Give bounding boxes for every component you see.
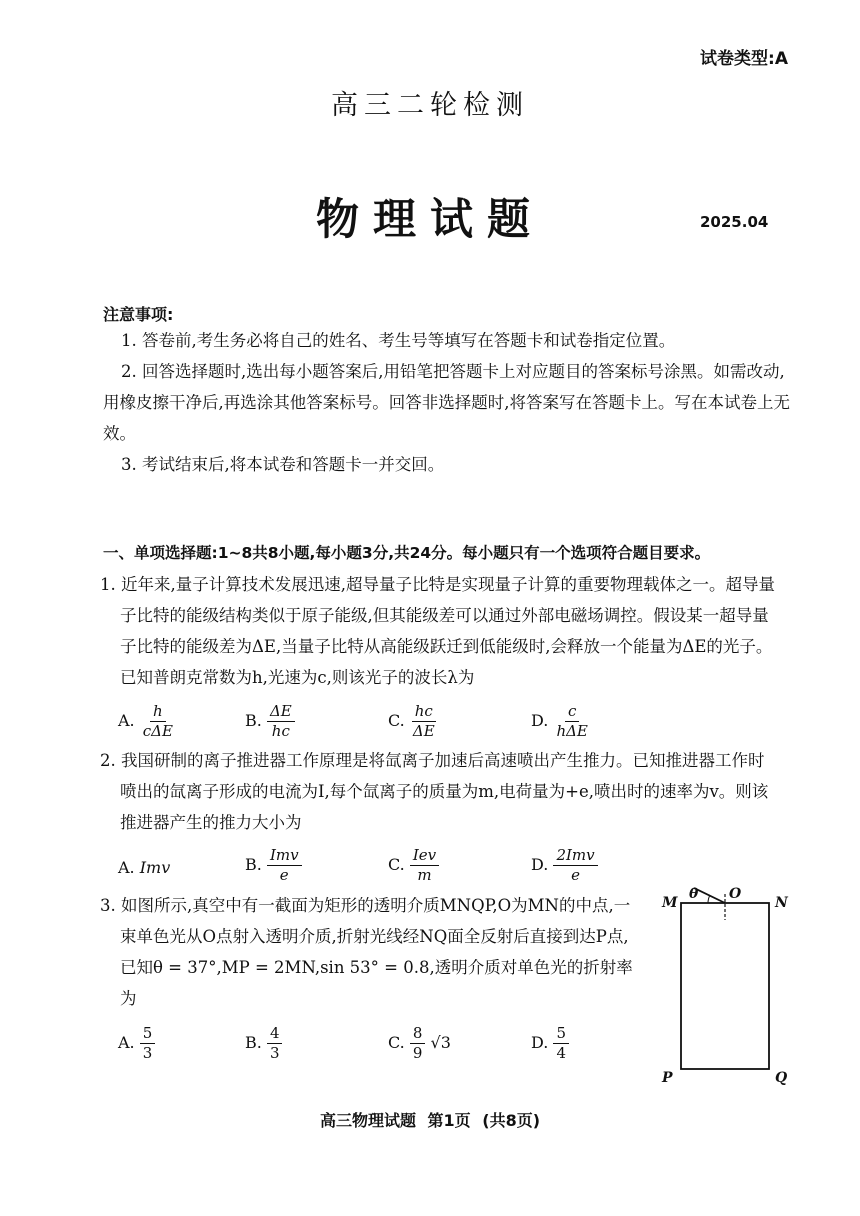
question-stem: 1. 近年来,量子计算技术发展迅速,超导量子比特是实现量子计算的重要物理载体之一。超导量子比特的能级结构类似于原子能级,但其能级差可以通过外部电磁场调控。假设某一超导量子比特的能级差为ΔE,当量子比特从高能级跃迁到低能级时,会释放一个能量为ΔE的光子。已知普朗克常数为h,光速为c,则该光子的波长λ为 <box>100 575 775 687</box>
option-d: D. $\frac{c}{\text{hΔE}}$ <box>531 702 591 741</box>
label-m: M <box>662 895 678 911</box>
question-1 <box>100 569 780 693</box>
label-p: P <box>662 1070 673 1086</box>
label-q: Q <box>775 1070 788 1086</box>
note-item: 2. 回答选择题时,选出每小题答案后,用铅笔把答题卡上对应题目的答案标号涂黑。如需改动,用橡皮擦干净后,再选涂其他答案标号。回答非选择题时,将答案写在答题卡上。写在本试卷上无效。 <box>103 362 790 443</box>
angle-arc <box>708 895 710 903</box>
exam-title: 物理试题 <box>316 195 544 245</box>
fraction: $\frac{hc}{\Delta E}$ <box>412 702 435 740</box>
exam-date: 2025.04 <box>700 213 769 231</box>
fraction: $\frac{c}{\text{hΔE}}$ <box>556 702 588 740</box>
notes-list <box>103 325 793 480</box>
option-a: A. Imv <box>118 858 171 877</box>
question-stem: 3. 如图所示,真空中有一截面为矩形的透明介质MNQP,O为MN的中点,一束单色光从O点射入透明介质,折射光线经NQ面全反射后直接到达P点,已知θ = 37°,MP = 2MN,sin 53° = 0.8,透明介质对单色光的折射率为 <box>100 896 633 1008</box>
option-a: A. $\frac{h}{\text{cΔE}}$ <box>118 702 176 741</box>
fraction: $\frac{\Delta E}{hc}$ <box>267 702 295 741</box>
label-n: N <box>775 895 788 911</box>
option-b: B. $\frac{\Delta E}{hc}$ <box>245 702 295 741</box>
paper-type: 试卷类型:A <box>700 49 788 69</box>
label-o: O <box>729 886 742 902</box>
footer-total: (共8页) <box>482 1111 541 1130</box>
note-item: 3. 考试结束后,将本试卷和答题卡一并交回。 <box>121 455 445 474</box>
question-3 <box>100 890 645 1014</box>
question-stem: 2. 我国研制的离子推进器工作原理是将氙离子加速后高速喷出产生推力。已知推进器工作时喷出的氙离子形成的电流为I,每个氙离子的质量为m,电荷量为+e,喷出时的速率为v。则该推进器产生的推力大小为 <box>100 751 769 832</box>
notes-heading: 注意事项: <box>103 305 174 324</box>
label-theta: θ <box>689 886 699 902</box>
rectangle-medium-figure <box>650 880 800 1090</box>
fraction: $\frac{5}{3}$ <box>140 1024 156 1063</box>
exam-subtitle: 高三二轮检测 <box>331 90 529 121</box>
fraction: $\frac{4}{3}$ <box>267 1024 283 1063</box>
fraction: $\frac{\text{2Imv}}{e}$ <box>553 846 597 885</box>
fraction: $\frac{\text{Iev}}{m}$ <box>410 846 439 885</box>
page-footer <box>0 1108 860 1131</box>
option-b: B. $\frac{4}{3}$ <box>245 1024 282 1063</box>
option-a: A. $\frac{5}{3}$ <box>118 1024 155 1063</box>
option-c: C. $\frac{8}{9}$ √3 <box>388 1024 451 1062</box>
option-b: B. $\frac{\text{Imv}}{e}$ <box>245 846 302 885</box>
fraction: $\frac{8}{9}$ <box>410 1024 426 1063</box>
medium-rectangle <box>681 903 769 1069</box>
footer-page: 第1页 <box>427 1111 471 1130</box>
fraction: $\frac{\text{Imv}}{e}$ <box>267 846 302 885</box>
fraction: $\frac{h}{\text{cΔE}}$ <box>142 702 173 740</box>
option-c: C. $\frac{\text{Iev}}{m}$ <box>388 846 439 885</box>
option-d: D. $\frac{\text{2Imv}}{e}$ <box>531 846 598 885</box>
option-d: D. $\frac{5}{4}$ <box>531 1024 569 1063</box>
note-item: 1. 答卷前,考生务必将自己的姓名、考生号等填写在答题卡和试卷指定位置。 <box>121 331 676 350</box>
fraction: $\frac{5}{4}$ <box>553 1024 569 1063</box>
section-heading: 一、单项选择题:1~8共8小题,每小题3分,共24分。每小题只有一个选项符合题目要求。 <box>103 544 711 562</box>
footer-name: 高三物理试题 <box>319 1111 416 1130</box>
option-c: C. $\frac{hc}{\Delta E}$ <box>388 702 438 741</box>
question-2 <box>100 745 780 838</box>
